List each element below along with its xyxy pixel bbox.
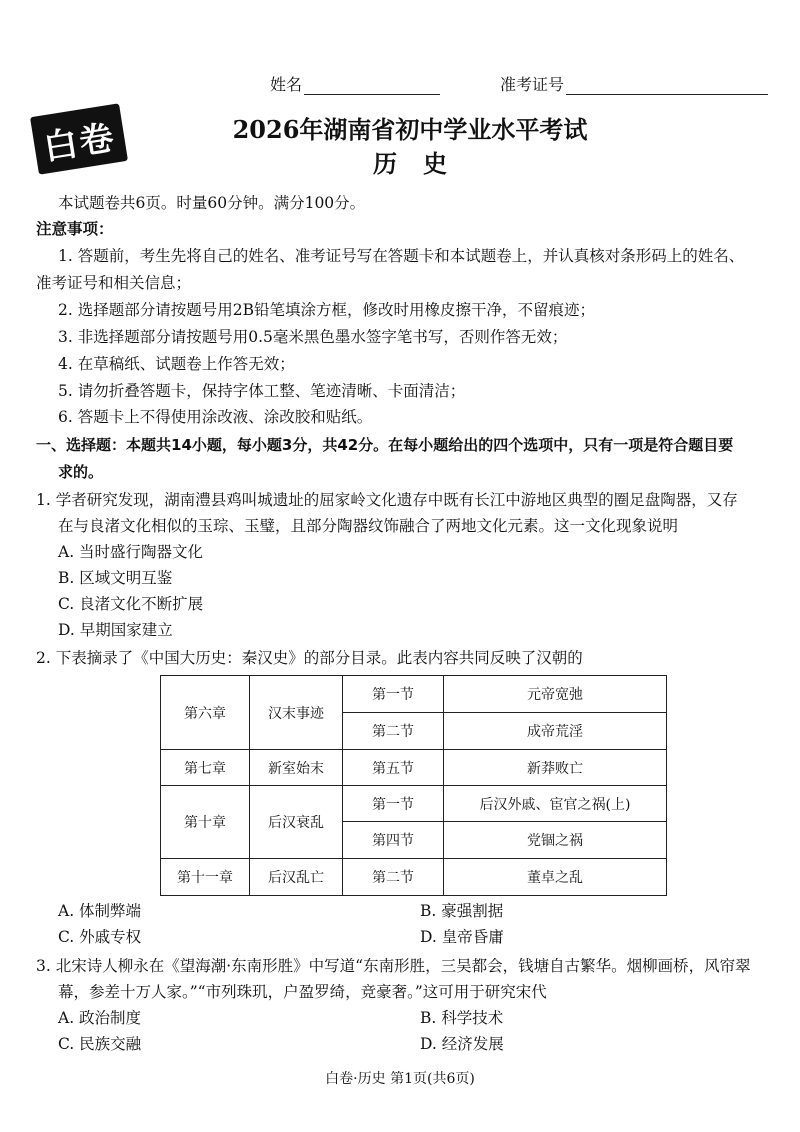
section-cell: 第四节 bbox=[343, 822, 444, 859]
exam-title: 2026年湖南省初中学业水平考试 bbox=[232, 115, 588, 144]
q2-option-d: D. 皇帝昏庸 bbox=[420, 928, 504, 946]
q1-option-d: D. 早期国家建立 bbox=[58, 621, 173, 639]
notice-item: 2. 选择题部分请按题号用2B铅笔填涂方框，修改时用橡皮擦干净，不留痕迹； bbox=[58, 301, 595, 319]
name-underline bbox=[304, 76, 440, 95]
section-title-cell: 成帝荒淫 bbox=[444, 713, 667, 750]
q3-option-a: A. 政治制度 bbox=[58, 1009, 142, 1027]
q2-stem: 2. 下表摘录了《中国大历史：秦汉史》的部分目录。此表内容共同反映了汉朝的 bbox=[36, 649, 583, 667]
q1-option-c: C. 良渚文化不断扩展 bbox=[58, 595, 204, 613]
chapter-title-cell: 后汉衰乱 bbox=[250, 786, 343, 859]
section-cell: 第五节 bbox=[343, 750, 444, 786]
q3-option-c: C. 民族交融 bbox=[58, 1035, 142, 1053]
exam-id-field bbox=[500, 72, 768, 95]
notice-item: 1. 答题前，考生先将自己的姓名、准考证号写在答题卡和本试题卷上，并认真核对条形码上的姓名、 bbox=[58, 247, 745, 265]
section-title-cell: 董卓之乱 bbox=[444, 859, 667, 896]
section-title-cell: 元帝宽弛 bbox=[444, 676, 667, 713]
notice-item: 4. 在草稿纸、试题卷上作答无效； bbox=[58, 355, 295, 373]
q2-option-c: C. 外戚专权 bbox=[58, 928, 142, 946]
page-footer: 白卷·历史 第1页(共6页) bbox=[325, 1071, 475, 1087]
q3-option-b: B. 科学技术 bbox=[420, 1009, 504, 1027]
section-cell: 第二节 bbox=[343, 713, 444, 750]
q2-option-a: A. 体制弊端 bbox=[58, 902, 142, 920]
section-cell: 第一节 bbox=[343, 676, 444, 713]
section-title-cell: 党锢之祸 bbox=[444, 822, 667, 859]
q1-option-a: A. 当时盛行陶器文化 bbox=[58, 543, 204, 561]
q3-stem: 3. 北宋诗人柳永在《望海潮·东南形胜》中写道“东南形胜，三吴都会，钱塘自古繁华。烟柳画桥，风帘翠 bbox=[36, 957, 751, 975]
intro-text: 本试题卷共6页。时量60分钟。满分100分。 bbox=[58, 194, 366, 212]
toc-table bbox=[160, 675, 667, 896]
q1-stem: 1. 学者研究发现，湖南澧县鸡叫城遗址的屈家岭文化遗存中既有长江中游地区典型的圈足盘陶器，又存 bbox=[36, 491, 738, 509]
chapter-cell: 第十一章 bbox=[161, 859, 250, 896]
section-heading-cont: 求的。 bbox=[58, 463, 104, 481]
chapter-cell: 第六章 bbox=[161, 676, 250, 750]
name-field bbox=[270, 72, 440, 95]
q1-stem-cont: 在与良渚文化相似的玉琮、玉璧，且部分陶器纹饰融合了两地文化元素。这一文化现象说明 bbox=[58, 517, 679, 535]
notice-item: 准考证号和相关信息； bbox=[36, 274, 192, 292]
q3-stem-cont: 幕，参差十万人家。”“市列珠玑，户盈罗绮，竞豪奢。”这可用于研究宋代 bbox=[58, 983, 547, 1001]
name-label: 姓名 bbox=[270, 75, 303, 94]
section-title-cell: 新莽败亡 bbox=[444, 750, 667, 786]
section-title-cell: 后汉外戚、宦官之祸(上) bbox=[444, 786, 667, 822]
section-cell: 第一节 bbox=[343, 786, 444, 822]
chapter-cell: 第七章 bbox=[161, 750, 250, 786]
notice-item: 3. 非选择题部分请按题号用0.5毫米黑色墨水签字笔书写，否则作答无效； bbox=[58, 328, 568, 346]
q2-option-b: B. 豪强割据 bbox=[420, 902, 504, 920]
chapter-title-cell: 新室始末 bbox=[250, 750, 343, 786]
notice-item: 6. 答题卡上不得使用涂改液、涂改胶和贴纸。 bbox=[58, 408, 373, 426]
chapter-title-cell: 后汉乱亡 bbox=[250, 859, 343, 896]
q1-option-b: B. 区域文明互鉴 bbox=[58, 569, 173, 587]
exam-id-label: 准考证号 bbox=[500, 75, 565, 94]
exam-id-underline bbox=[566, 76, 768, 95]
paper-stamp: 白卷 bbox=[30, 103, 128, 174]
section-heading: 一、选择题：本题共14小题，每小题3分，共42分。在每小题给出的四个选项中，只有一项是符合题目要 bbox=[36, 436, 734, 454]
notice-heading: 注意事项： bbox=[36, 220, 114, 238]
notice-item: 5. 请勿折叠答题卡，保持字体工整、笔迹清晰、卡面清洁； bbox=[58, 382, 466, 400]
chapter-title-cell: 汉末事迹 bbox=[250, 676, 343, 750]
section-cell: 第二节 bbox=[343, 859, 444, 896]
q3-option-d: D. 经济发展 bbox=[420, 1035, 504, 1053]
subject-title: 历史 bbox=[373, 149, 473, 178]
chapter-cell: 第十章 bbox=[161, 786, 250, 859]
